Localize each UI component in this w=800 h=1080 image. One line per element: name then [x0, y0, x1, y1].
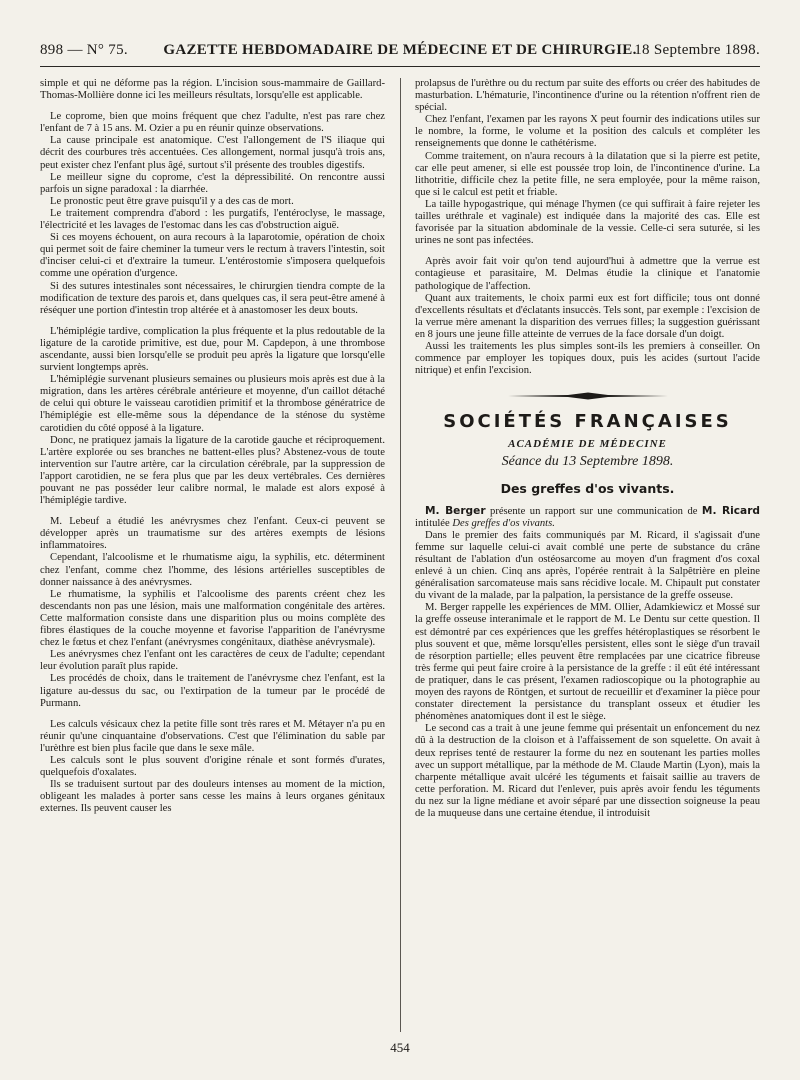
column-divider: [400, 78, 401, 1032]
paragraph: Les calculs sont le plus souvent d'origine rénale et sont formés d'urates, quelquefois d'oxalates.: [40, 754, 385, 779]
section-ornament-rule: [508, 392, 668, 400]
left-column: [40, 78, 385, 1032]
article-subheading: Des greffes d'os vivants.: [500, 480, 675, 496]
academy-heading: ACADÉMIE DE MÉDECINE: [508, 438, 667, 451]
right-column-top-text: [415, 78, 760, 377]
paragraph: Donc, ne pratiquez jamais la ligature de la carotide gauche et réciproquement. L'artère explorée ou ses branches ne battent-elles plus? Abstenez-vous de toute intervention sur l'autre artère, car la circulation cérébrale, par la suppression de l'apport carotidien, ne se fera plus que par les deux vertébrales. Ces dernières pouvant ne pas posséder leur calibre normal, le malade est alors exposé à l'hémiplégie tardive.: [40, 434, 385, 507]
paragraph: simple et qui ne déforme pas la région. L'incision sous-mammaire de Gaillard-Thomas-Mollière donne ici les meilleurs résultats, lorsqu'elle est applicable.: [40, 78, 385, 102]
paragraph: [415, 505, 760, 530]
paragraph: M. Berger rappelle les expériences de MM. Ollier, Adamkiewicz et Mossé sur la greffe osseuse interanimale et le rapport de M. Le Dentu sur cette question. Il est démontré par ces expériences que les greffes hétéroplastiques se résorbent le plus souvent et que, même lorsqu'elles persistent, elles sont le siège d'un travail de résorption partielle; elles peuvent être remplacées par une cicatrice fibreuse très ferme qui peut faire croire à la persistance de la greffe : il eût été intéressant de pratiquer, dans le cas présent, l'examen radioscopique ou la photographie au moyen des rayons de Röntgen, et surtout de recueillir et d'examiner la pièce pour constater directement la persistance du transplant osseux et étudier les phénomènes anatomiques dont il est le siège.: [415, 602, 760, 723]
paragraph: Le meilleur signe du coprome, c'est la dépressibilité. On rencontre aussi parfois un signe paradoxal : la diarrhée.: [40, 171, 385, 195]
paragraph: Les calculs vésicaux chez la petite fille sont très rares et M. Métayer n'a pu en réunir qu'une cinquantaine d'observations. C'est que l'élimination du sable par l'urèthre est bien plus facile que dans le sexe mâle.: [40, 718, 385, 754]
paragraph: La cause principale est anatomique. C'est l'allongement de l'S iliaque qui décrit des courbures très accentuées. Ces allongement, normal jusqu'à trois ans, peut exister chez l'enfant plus âgé, surtout s'il présente des troubles digestifs.: [40, 135, 385, 171]
author-name: M. Ricard: [701, 504, 760, 517]
paragraph: prolapsus de l'urèthre ou du rectum par suite des efforts ou créer des habitudes de masturbation. L'hématurie, l'incontinence d'urine ou la rétention n'offrent rien de spécial.: [415, 78, 760, 114]
paragraph: Le rhumatisme, la syphilis et l'alcoolisme des parents créent chez les descendants non pas une lésion, mais une malformation congénitale des artères. Cette malformation consiste dans une disparition plus ou moins complète des fibres élastiques de la couche moyenne et favorise l'apparition de l'anévrysme chez le fœtus et chez l'enfant (anévrysmes congénitaux, diathèse anévrysmale).: [40, 588, 385, 649]
paragraph: Le traitement comprendra d'abord : les purgatifs, l'entéroclyse, le massage, l'électricité et les lavages de l'estomac dans les cas d'obstruction aiguë.: [40, 207, 385, 232]
paragraph: Le coprome, bien que moins fréquent que chez l'adulte, n'est pas rare chez l'enfant de 7 à 15 ans. M. Ozier a pu en réunir quinze observations.: [40, 111, 385, 135]
paragraph: Le second cas a trait à une jeune femme qui présentait un enfoncement du nez dû à la destruction de la cloison et à l'affaissement de son squelette. On avait à deux reprises tenté de restaurer la forme du nez en soutenant les parties molles avec un support métallique, par la méthode de M. Claude Martin (Lyon), mais la charpente métallique avait ulcéré les téguments et faisait saillie au travers de cette perforation. M. Ricard dut l'enlever, puis après avoir fendu les téguments du nez sur la ligne médiane et avoir séparé par une dissection soigneuse la peau de la muqueuse dans une certaine étendue, il introduisit: [415, 723, 760, 819]
paragraph: Comme traitement, on n'aura recours à la dilatation que si la pierre est petite, car elle peut amener, si elle est poussée trop loin, de l'incontinence d'urine. La lithotritie, difficile chez la petite fille, ne sera employée, pour la même raison, que si le calcul est petit et friable.: [415, 150, 760, 198]
paragraph: M. Lebeuf a étudié les anévrysmes chez l'enfant. Ceux-ci peuvent se développer après un traumatisme sur des artères exempts de lésions inflammatoires.: [40, 516, 385, 552]
issue-date: 18 Septembre 1898.: [634, 42, 760, 58]
journal-title: GAZETTE HEBDOMADAIRE DE MÉDECINE ET DE CHIRURGIE.: [163, 42, 637, 58]
section-title: SOCIÉTÉS FRANÇAISES: [443, 411, 732, 433]
page-issue-number: 898 — N° 75.: [40, 42, 128, 58]
paragraph: Si ces moyens échouent, on aura recours à la laparotomie, opération de choix qui permet soit de faire cheminer la tumeur vers le rectum à travers l'intestin, soit d'inciser celui-ci et d'extraire la tumeur. L'entérostomie s'imposera quelquefois comme une opération d'urgence.: [40, 232, 385, 280]
right-column-bottom-text: [415, 505, 760, 820]
paragraph: Après avoir fait voir qu'on tend aujourd'hui à admettre que la verrue est contagieuse et parasitaire, M. Delmas étudie la clinique et l'anatomie pathologique de l'affection.: [415, 256, 760, 292]
paragraph: Le pronostic peut être grave puisqu'il y a des cas de mort.: [50, 195, 294, 207]
paragraph: Ils se traduisent surtout par des douleurs intenses au moment de la miction, obligeant les malades à porter sans cesse les mains à leurs organes génitaux externes. Ils peuvent causer les: [40, 779, 385, 815]
running-header: [40, 38, 760, 67]
paragraph: Chez l'enfant, l'examen par les rayons X peut fournir des indications utiles sur le nombre, la forme, le volume et la position des calculs et compléter les renseignements que donne le cathétérisme.: [415, 114, 760, 150]
speaker-name: M. Berger: [425, 504, 486, 517]
paragraph: Si des sutures intestinales sont nécessaires, le chirurgien tiendra compte de la modification de texture des parois et, dans quelques cas, il sera peut-être amené à réséquer une portion d'intestin trop altérée et à anastomoser les deux bouts.: [40, 280, 385, 316]
paragraph-text: intitulée: [415, 517, 453, 529]
paragraph: Cependant, l'alcoolisme et le rhumatisme aigu, la syphilis, etc. déterminent chez l'enfant, comme chez l'homme, des lésions artérielles susceptibles de donner naissance à des anévrysmes.: [40, 552, 385, 588]
paragraph-text: présente un rapport sur une communication de: [485, 505, 702, 517]
paragraph: L'hémiplégie survenant plusieurs semaines ou plusieurs mois après est due à la migration, dans les artères cérébrale antérieure et moyenne, d'un caillot détaché de celui qui obture le vaisseau carotidien primitif et la thrombose génératrice de l'hémiplégie est elle-même sous la dépendance de la sténose du système carotidien du côté opposé à la ligature.: [40, 374, 385, 434]
session-date: Séance du 13 Septembre 1898.: [501, 454, 674, 470]
communication-title: Des greffes d'os vivants.: [452, 517, 555, 529]
paragraph: Les anévrysmes chez l'enfant ont les caractères de ceux de l'adulte; cependant leur évolution paraît plus rapide.: [40, 649, 385, 673]
paragraph: Quant aux traitements, le choix parmi eux est fort difficile; tous ont donné d'excellents résultats et d'éclatants insuccès. Tels sont, par exemple : l'excision de la verrue mère amenant la disparition des verrues filles; la suggestion guérissant en 8 jours une jeune fille atteinte de verrues de la face dorsale d'un doigt.: [415, 292, 760, 340]
paragraph: Dans le premier des faits communiqués par M. Ricard, il s'agissait d'une femme sur laquelle celui-ci avait comblé une perte de substance du crâne résultant de l'ablation d'un ostéosarcome au moyen d'un fragment d'os coxal enlevé à un chien. Cinq ans après, l'opérée rentrait à la Salpêtrière en pleine généralisation sarcomateuse mais sans récidive locale. M. Chipault put constater du vivant de la malade, par la palpation, la persistance de la greffe osseuse.: [415, 529, 760, 602]
paragraph: Aussi les traitements les plus simples sont-ils les premiers à conseiller. On commence par employer les topiques doux, puis les acides (surtout l'acide nitrique) et enfin l'excision.: [415, 340, 760, 377]
right-column: [415, 78, 760, 1032]
page-number: 454: [390, 1040, 410, 1055]
paragraph: La taille hypogastrique, qui ménage l'hymen (ce qui suffirait à faire rejeter les tailles uréthrale et vaginale) est indiquée dans la majorité des cas. Elle est favorisée par la situation abdominale de la vessie. Celle-ci sera suturée, si les urines ne sont pas infectées.: [415, 198, 760, 247]
paragraph: L'hémiplégie tardive, complication la plus fréquente et la plus redoutable de la ligature de la carotide primitive, est due, pour M. Capdepon, à une thrombose ascendante, aussi bien lorsqu'elle se produit peu après la ligature que lorsqu'elle survient longtemps après.: [40, 325, 385, 374]
paragraph: Les procédés de choix, dans le traitement de l'anévrysme chez l'enfant, est la ligature au-dessus du sac, ou l'extirpation de la tumeur par le procédé de Purmann.: [40, 673, 385, 709]
